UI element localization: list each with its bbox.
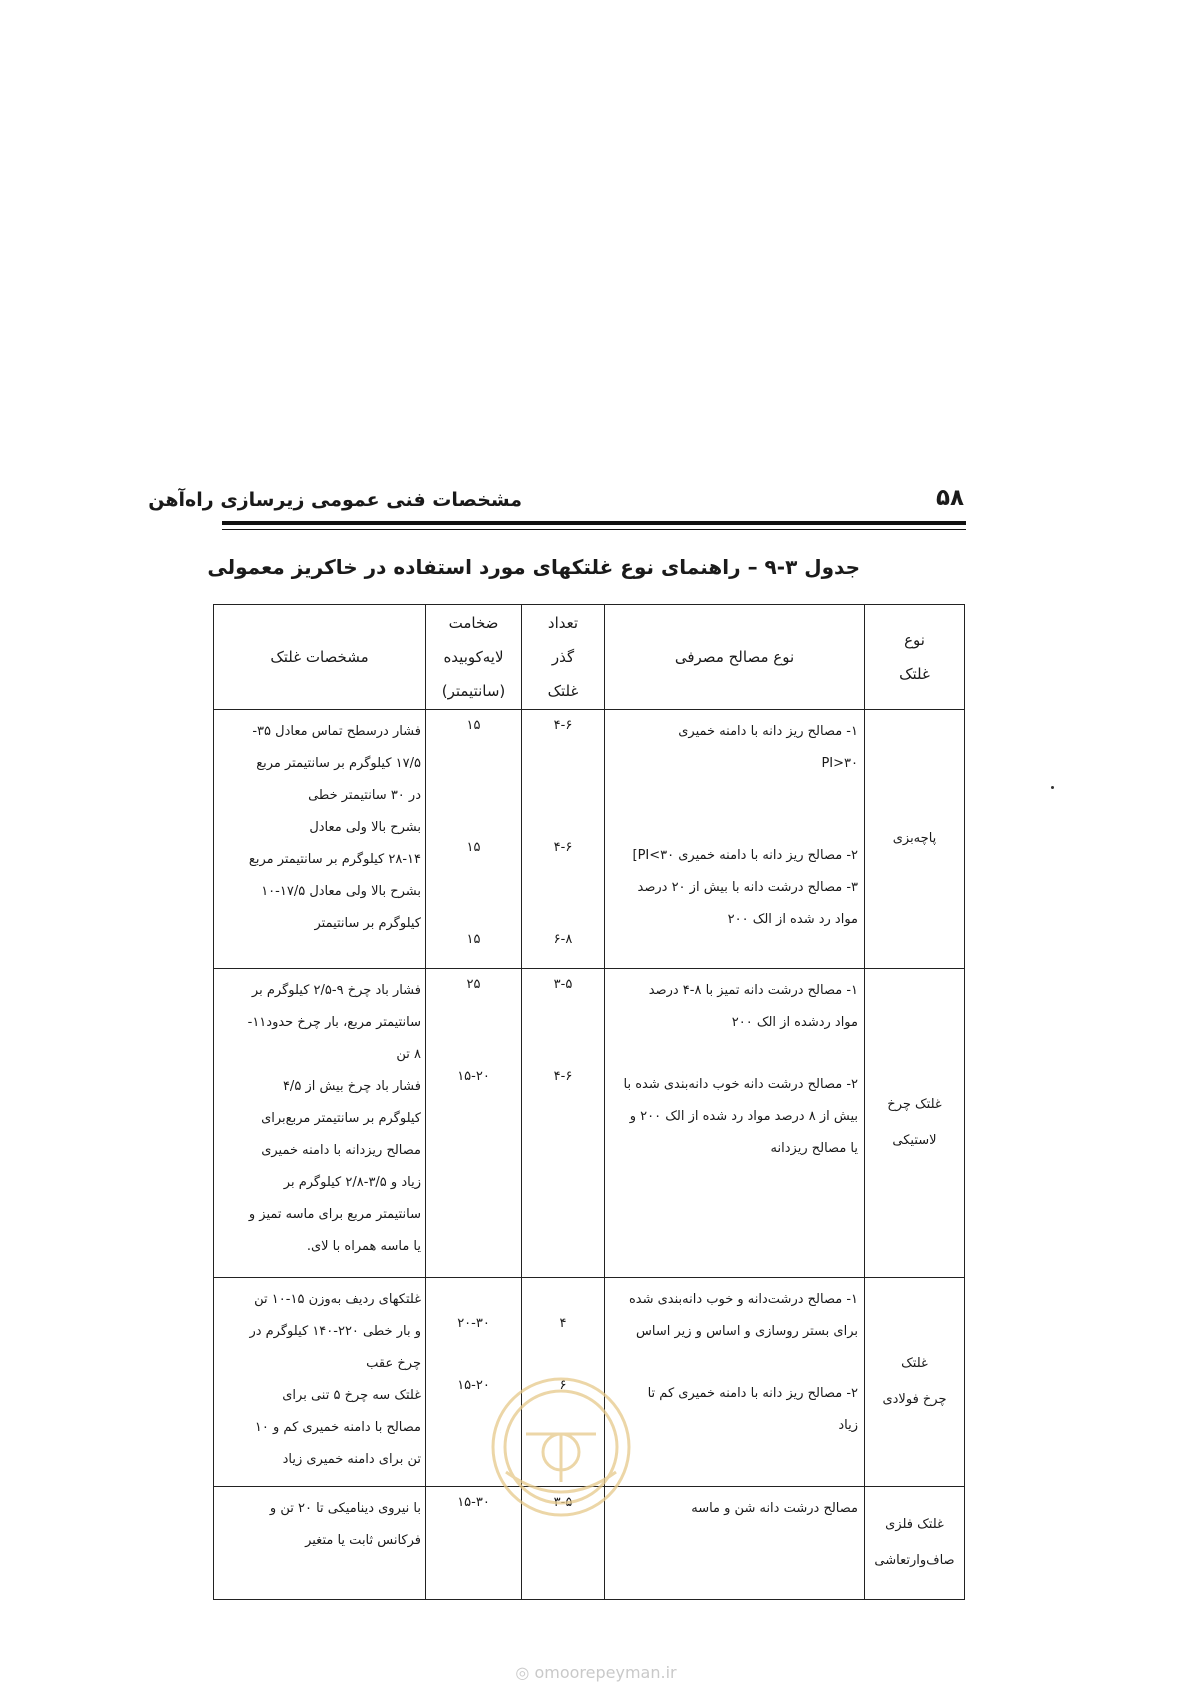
column-header-line: لایه‌کوبیده: [443, 648, 504, 666]
cell-line: کیلوگرم بر سانتیمتر مربع‌برای: [261, 1110, 421, 1126]
cell-line: ۴-۶: [553, 718, 573, 733]
cell-line: ۶: [559, 1378, 567, 1394]
cell-line: [426, 742, 521, 772]
cell-material-type: [605, 1278, 865, 1487]
cell-line: [609, 810, 858, 840]
cell-line: بیش از ۸ درصد مواد رد شده از الک ۲۰۰ و: [629, 1108, 858, 1124]
cell-line: [426, 802, 521, 832]
roller-spec-table: [213, 604, 965, 1600]
table-row: [214, 968, 965, 1277]
cell-line: بشرح بالا ولی معادل ۱۷/۵-۱۰: [261, 884, 421, 899]
cell-roller-type: [865, 1278, 965, 1487]
cell-line: ۱۵: [466, 840, 481, 855]
cell-line: فرکانس ثابت یا متغیر: [305, 1532, 421, 1548]
spec-table-wrapper: [213, 604, 964, 1600]
cell-line: [522, 894, 604, 924]
cell-line: ۲۰-۳۰: [457, 1316, 490, 1332]
cell-roller-type: [865, 968, 965, 1277]
cell-line: کیلوگرم بر سانتیمتر: [314, 916, 421, 931]
margin-dot: [1051, 786, 1054, 789]
cell-line: زیاد و ۳/۵-۲/۸ کیلوگرم بر: [283, 1174, 421, 1190]
cell-roller-spec: [214, 1486, 426, 1599]
cell-line: [426, 1340, 521, 1370]
cell-line: [426, 772, 521, 802]
cell-line: ۸ تن: [396, 1046, 421, 1062]
cell-line: تن برای دامنه خمیری زیاد: [282, 1452, 421, 1468]
cell-pass-count: [522, 1278, 605, 1487]
cell-line: غلتک: [901, 1355, 928, 1371]
cell-line: صاف‌وارتعاشی: [874, 1552, 955, 1568]
cell-line: ۱۵-۲۰: [457, 1068, 490, 1084]
cell-line: ۲۸-۱۴ کیلوگرم بر سانتیمتر مربع: [248, 852, 421, 867]
cell-line: مواد رد شده از الک ۲۰۰: [727, 912, 858, 927]
column-header-line: ضخامت: [448, 614, 499, 632]
cell-line: [522, 772, 604, 802]
page-number: ۵۸: [936, 485, 965, 511]
table-row: [214, 1278, 965, 1487]
cell-line: ۱۵: [466, 718, 481, 733]
column-header-line: تعداد: [547, 614, 579, 632]
cell-line: [522, 864, 604, 894]
cell-line: سانتیمتر مربع، بار چرخ حدود۱۱-: [247, 1014, 421, 1030]
column-header-line: (سانتیمتر): [441, 682, 506, 700]
column-header-line: نوع مصالح مصرفی: [674, 648, 795, 666]
cell-line: یا ماسه همراه با لای.: [306, 1238, 421, 1254]
column-header-line: غلتک: [899, 665, 930, 683]
cell-line: ۳- مصالح درشت دانه با بیش از ۲۰ درصد: [637, 880, 858, 895]
cell-line: غلتک چرخ: [887, 1097, 942, 1113]
cell-line: غلتکهای ردیف به‌وزن ۱۵-۱۰ تن: [254, 1292, 421, 1308]
cell-line: ۱۵: [466, 932, 481, 947]
cell-line: لاستیکی: [892, 1133, 937, 1149]
cell-line: با نیروی دینامیکی تا ۲۰ تن و: [269, 1500, 421, 1516]
cell-line: [522, 802, 604, 832]
cell-line: مواد ردشده از الک ۲۰۰: [731, 1014, 858, 1030]
column-header-roller-type: [865, 605, 965, 710]
cell-line: [522, 1340, 604, 1370]
cell-roller-spec: [214, 710, 426, 969]
cell-line: [609, 1348, 858, 1378]
cell-line: ۱۵-۳۰: [457, 1494, 490, 1510]
cell-line: یا مصالح ریزدانه: [770, 1140, 858, 1156]
cell-line: ۱۷/۵ کیلوگرم بر سانتیمتر مربع: [256, 756, 421, 771]
header-rule-thin: [222, 529, 966, 530]
site-watermark: ◎ omoorepeyman.ir: [515, 1663, 677, 1682]
column-header-pass-count: [522, 605, 605, 710]
cell-line: فشار درسطح تماس معادل ۳۵-: [252, 724, 421, 739]
cell-line: پاچه‌بزی: [892, 830, 937, 846]
cell-line: [522, 1001, 604, 1031]
column-header-roller-spec: [214, 605, 426, 710]
cell-line: ۱۵-۲۰: [457, 1378, 490, 1394]
cell-line: [426, 1001, 521, 1031]
cell-line: ۴-۶: [553, 1068, 573, 1084]
cell-line: در ۳۰ سانتیمتر خطی: [308, 788, 421, 803]
cell-line: ۱- مصالح درشت دانه تمیز با ۸-۴ درصد: [648, 982, 858, 998]
table-row: [214, 1486, 965, 1599]
cell-material-type: [605, 1486, 865, 1599]
cell-line: [426, 894, 521, 924]
cell-line: برای بستر روسازی و اساس و زیر اساس: [636, 1324, 858, 1340]
column-header-line: گذر: [551, 648, 575, 666]
running-title: مشخصات فنی عمومی زیرسازی راه‌آهن: [148, 489, 522, 511]
cell-line: ۴-۶: [553, 840, 573, 855]
cell-line: مصالح درشت دانه شن و ماسه: [691, 1500, 858, 1516]
cell-line: ۶-۸: [553, 932, 573, 947]
table-row: [214, 710, 965, 969]
cell-line: [522, 742, 604, 772]
cell-line: چرخ عقب: [366, 1356, 421, 1372]
cell-line: فشار باد چرخ ۹-۲/۵ کیلوگرم بر: [251, 982, 421, 998]
cell-line: [426, 1031, 521, 1061]
cell-line: ۲- مصالح ریز دانه با دامنه خمیری کم تا: [647, 1386, 858, 1402]
cell-line: [522, 1278, 604, 1308]
cell-line: [609, 780, 858, 810]
cell-roller-type: [865, 1486, 965, 1599]
cell-line: ۴: [559, 1316, 567, 1332]
cell-line: ۱- مصالح ریز دانه با دامنه خمیری: [678, 724, 858, 739]
cell-line: غلتک سه چرخ ۵ تنی برای: [282, 1388, 421, 1404]
cell-line: زیاد: [838, 1418, 858, 1434]
cell-roller-spec: [214, 1278, 426, 1487]
cell-line: ۲۵: [466, 976, 481, 992]
cell-line: [426, 1278, 521, 1308]
table-header-row: [214, 605, 965, 710]
header-rule-thick: [222, 521, 966, 525]
cell-roller-spec: [214, 968, 426, 1277]
cell-line: [426, 864, 521, 894]
cell-line: چرخ فولادی: [882, 1391, 947, 1407]
cell-layer-thickness: [426, 1486, 522, 1599]
cell-line: مصالح با دامنه خمیری کم و ۱۰: [254, 1420, 421, 1436]
cell-pass-count: [522, 710, 605, 969]
cell-line: ۳-۵: [553, 976, 573, 992]
cell-line: PI>۳۰: [821, 756, 858, 771]
cell-pass-count: [522, 1486, 605, 1599]
cell-layer-thickness: [426, 1278, 522, 1487]
cell-line: فشار باد چرخ بیش از ۴/۵: [282, 1078, 421, 1094]
cell-roller-type: [865, 710, 965, 969]
cell-layer-thickness: [426, 710, 522, 969]
cell-line: ۳-۵: [553, 1494, 573, 1510]
cell-material-type: [605, 710, 865, 969]
cell-line: و بار خطی ۲۲۰-۱۴۰ کیلوگرم در: [249, 1324, 421, 1340]
column-header-line: مشخصات غلتک: [270, 648, 369, 666]
table-caption: جدول ۳-۹ – راهنمای نوع غلتکهای مورد استفاده در خاکریز معمولی: [207, 555, 860, 579]
cell-pass-count: [522, 968, 605, 1277]
cell-line: سانتیمتر مربع برای ماسه تمیز و: [248, 1206, 421, 1222]
cell-line: ۲- مصالح درشت دانه خوب دانه‌بندی شده با: [623, 1076, 858, 1092]
cell-line: [522, 1031, 604, 1061]
column-header-material-type: [605, 605, 865, 710]
column-header-line: غلتک: [547, 682, 579, 700]
column-header-layer-thickness: [426, 605, 522, 710]
cell-line: مصالح ریزدانه با دامنه خمیری: [261, 1142, 421, 1158]
cell-line: ۲- مصالح ریز دانه با دامنه خمیری ۳۰>PI]: [632, 848, 858, 863]
cell-line: ۱- مصالح درشت‌دانه و خوب دانه‌بندی شده: [628, 1292, 858, 1308]
cell-material-type: [605, 968, 865, 1277]
cell-line: غلتک فلزی: [885, 1516, 944, 1532]
cell-line: [609, 1039, 858, 1069]
cell-layer-thickness: [426, 968, 522, 1277]
cell-line: بشرح بالا ولی معادل: [309, 820, 421, 835]
column-header-line: نوع: [904, 631, 925, 649]
